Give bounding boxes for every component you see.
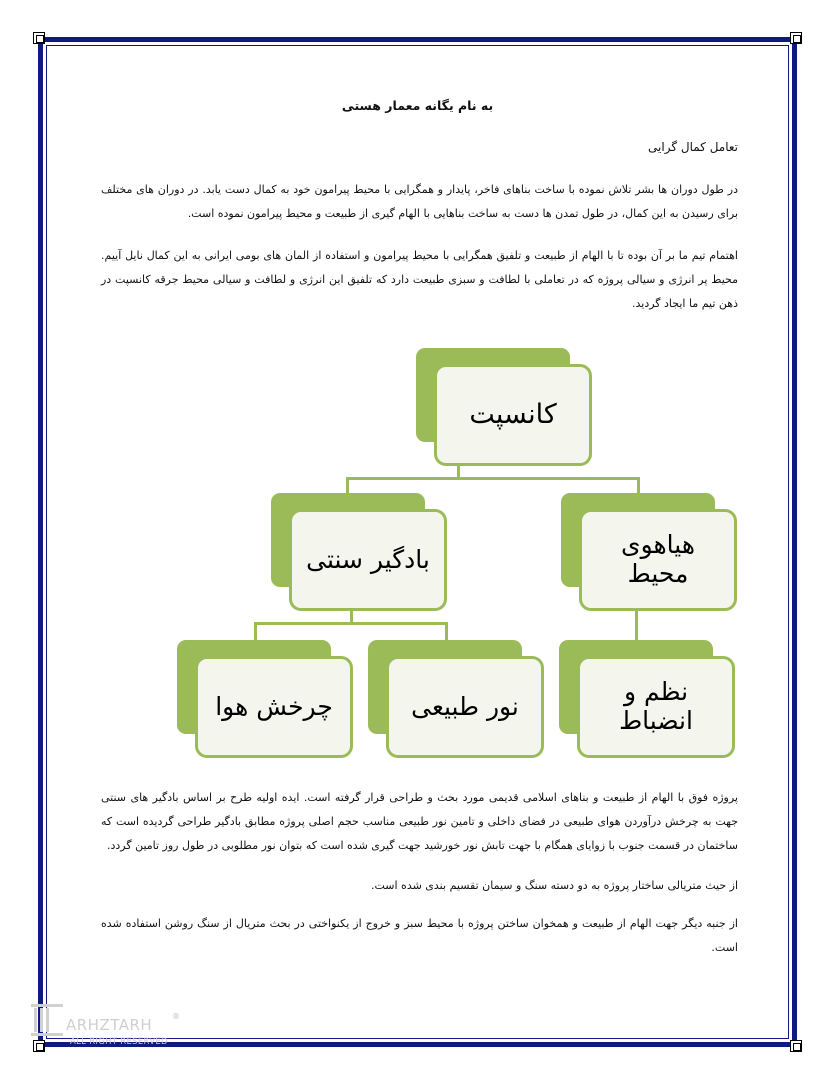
paragraph-stone: از جنبه دیگر جهت الهام از طبیعت و همخوان ساختن پروژه با محیط سبز و خروج از یکنواختی در بحث متریال از سنگ روشن استفاده شده است. — [101, 917, 738, 954]
diagram-node-leaf-middle — [368, 640, 544, 758]
node-leaf-right-line2: انضباط — [619, 706, 693, 735]
connector-level1-horizontal — [346, 477, 640, 480]
node-right-branch-line2: محیط — [627, 559, 689, 588]
watermark-rights: ALL RIGHT RESERVED — [70, 1037, 168, 1047]
watermark — [30, 1000, 190, 1052]
connector-level2-horizontal — [254, 622, 448, 625]
watermark-registered-mark: ® — [172, 1012, 180, 1021]
node-leaf-middle-label: نور طبیعی — [411, 691, 519, 721]
node-left-branch-label: بادگیر سنتی — [306, 544, 430, 574]
border-corner-bottom-right — [790, 1040, 802, 1052]
diagram-node-root — [416, 348, 592, 466]
connector-right-branch-out — [635, 609, 638, 644]
border-corner-top-left — [33, 32, 45, 44]
diagram-node-leaf-right — [559, 640, 735, 758]
diagram-node-right-branch — [561, 493, 737, 611]
section-heading: تعامل کمال گرایی — [648, 140, 738, 154]
node-right-branch-line1: هیاهوی — [621, 530, 696, 560]
paragraph-project-idea: پروژه فوق با الهام از طبیعت و بناهای اسلامی قدیمی مورد بحث و طراحی قرار گرفته است. ایده اولیه طرح بر اساس بادگیر های سنتی جهت به چرخش درآوردن هوای طبیعی در فضای داخلی و تامین نور طبیعی مناسب حجم اصلی پروژه مطابق بادگیر طراحی گردیده است که ساختمان در قسمت جنوب با زوایای همگام با جهت تابش نور خورشید جهت گیری شده است که بتوان نور مطلوبی در طول روز تامین گردد. — [101, 791, 738, 852]
diagram-node-leaf-left — [177, 640, 353, 758]
concept-diagram — [170, 345, 750, 765]
paragraph-materials: از حیث متریالی ساختار پروژه به دو دسته سنگ و سیمان تقسیم بندی شده است. — [370, 879, 738, 892]
node-root-label: کانسپت — [469, 399, 557, 431]
node-leaf-left-label: چرخش هوا — [215, 691, 333, 721]
watermark-brand: ARHZTARH — [66, 1016, 153, 1034]
node-leaf-right-line1: نظم و — [623, 677, 689, 707]
border-corner-top-right — [790, 32, 802, 44]
column-logo-icon — [30, 1002, 64, 1038]
paragraph-team-goal: اهتمام تیم ما بر آن بوده تا با الهام از طبیعت و تلفیق همگرایی با محیط پیرامون و استفاده از المان های بومی ایرانی به این کمال نایل آییم. محیط پر انرژی و سیالی پروژه که در تعاملی با لطافت و سبزی طبیعت دارد که تلفیق این انرژی و لطافت و سیالی محیط جرقه کانسپت در ذهن تیم ما ایجاد گردید. — [101, 249, 738, 310]
document-title: به نام یگانه معمار هستی — [341, 98, 494, 113]
paragraph-intro: در طول دوران ها بشر تلاش نموده با ساخت بناهای فاخر، پایدار و همگرایی با محیط پیرامون خود به کمال دست یابد. در دوران های مختلف برای رسیدن به این کمال، در طول تمدن ها دست به ساخت بناهایی با الهام گیری از طبیعت و محیط پیرامون نموده است. — [101, 183, 738, 220]
diagram-node-left-branch — [271, 493, 447, 611]
